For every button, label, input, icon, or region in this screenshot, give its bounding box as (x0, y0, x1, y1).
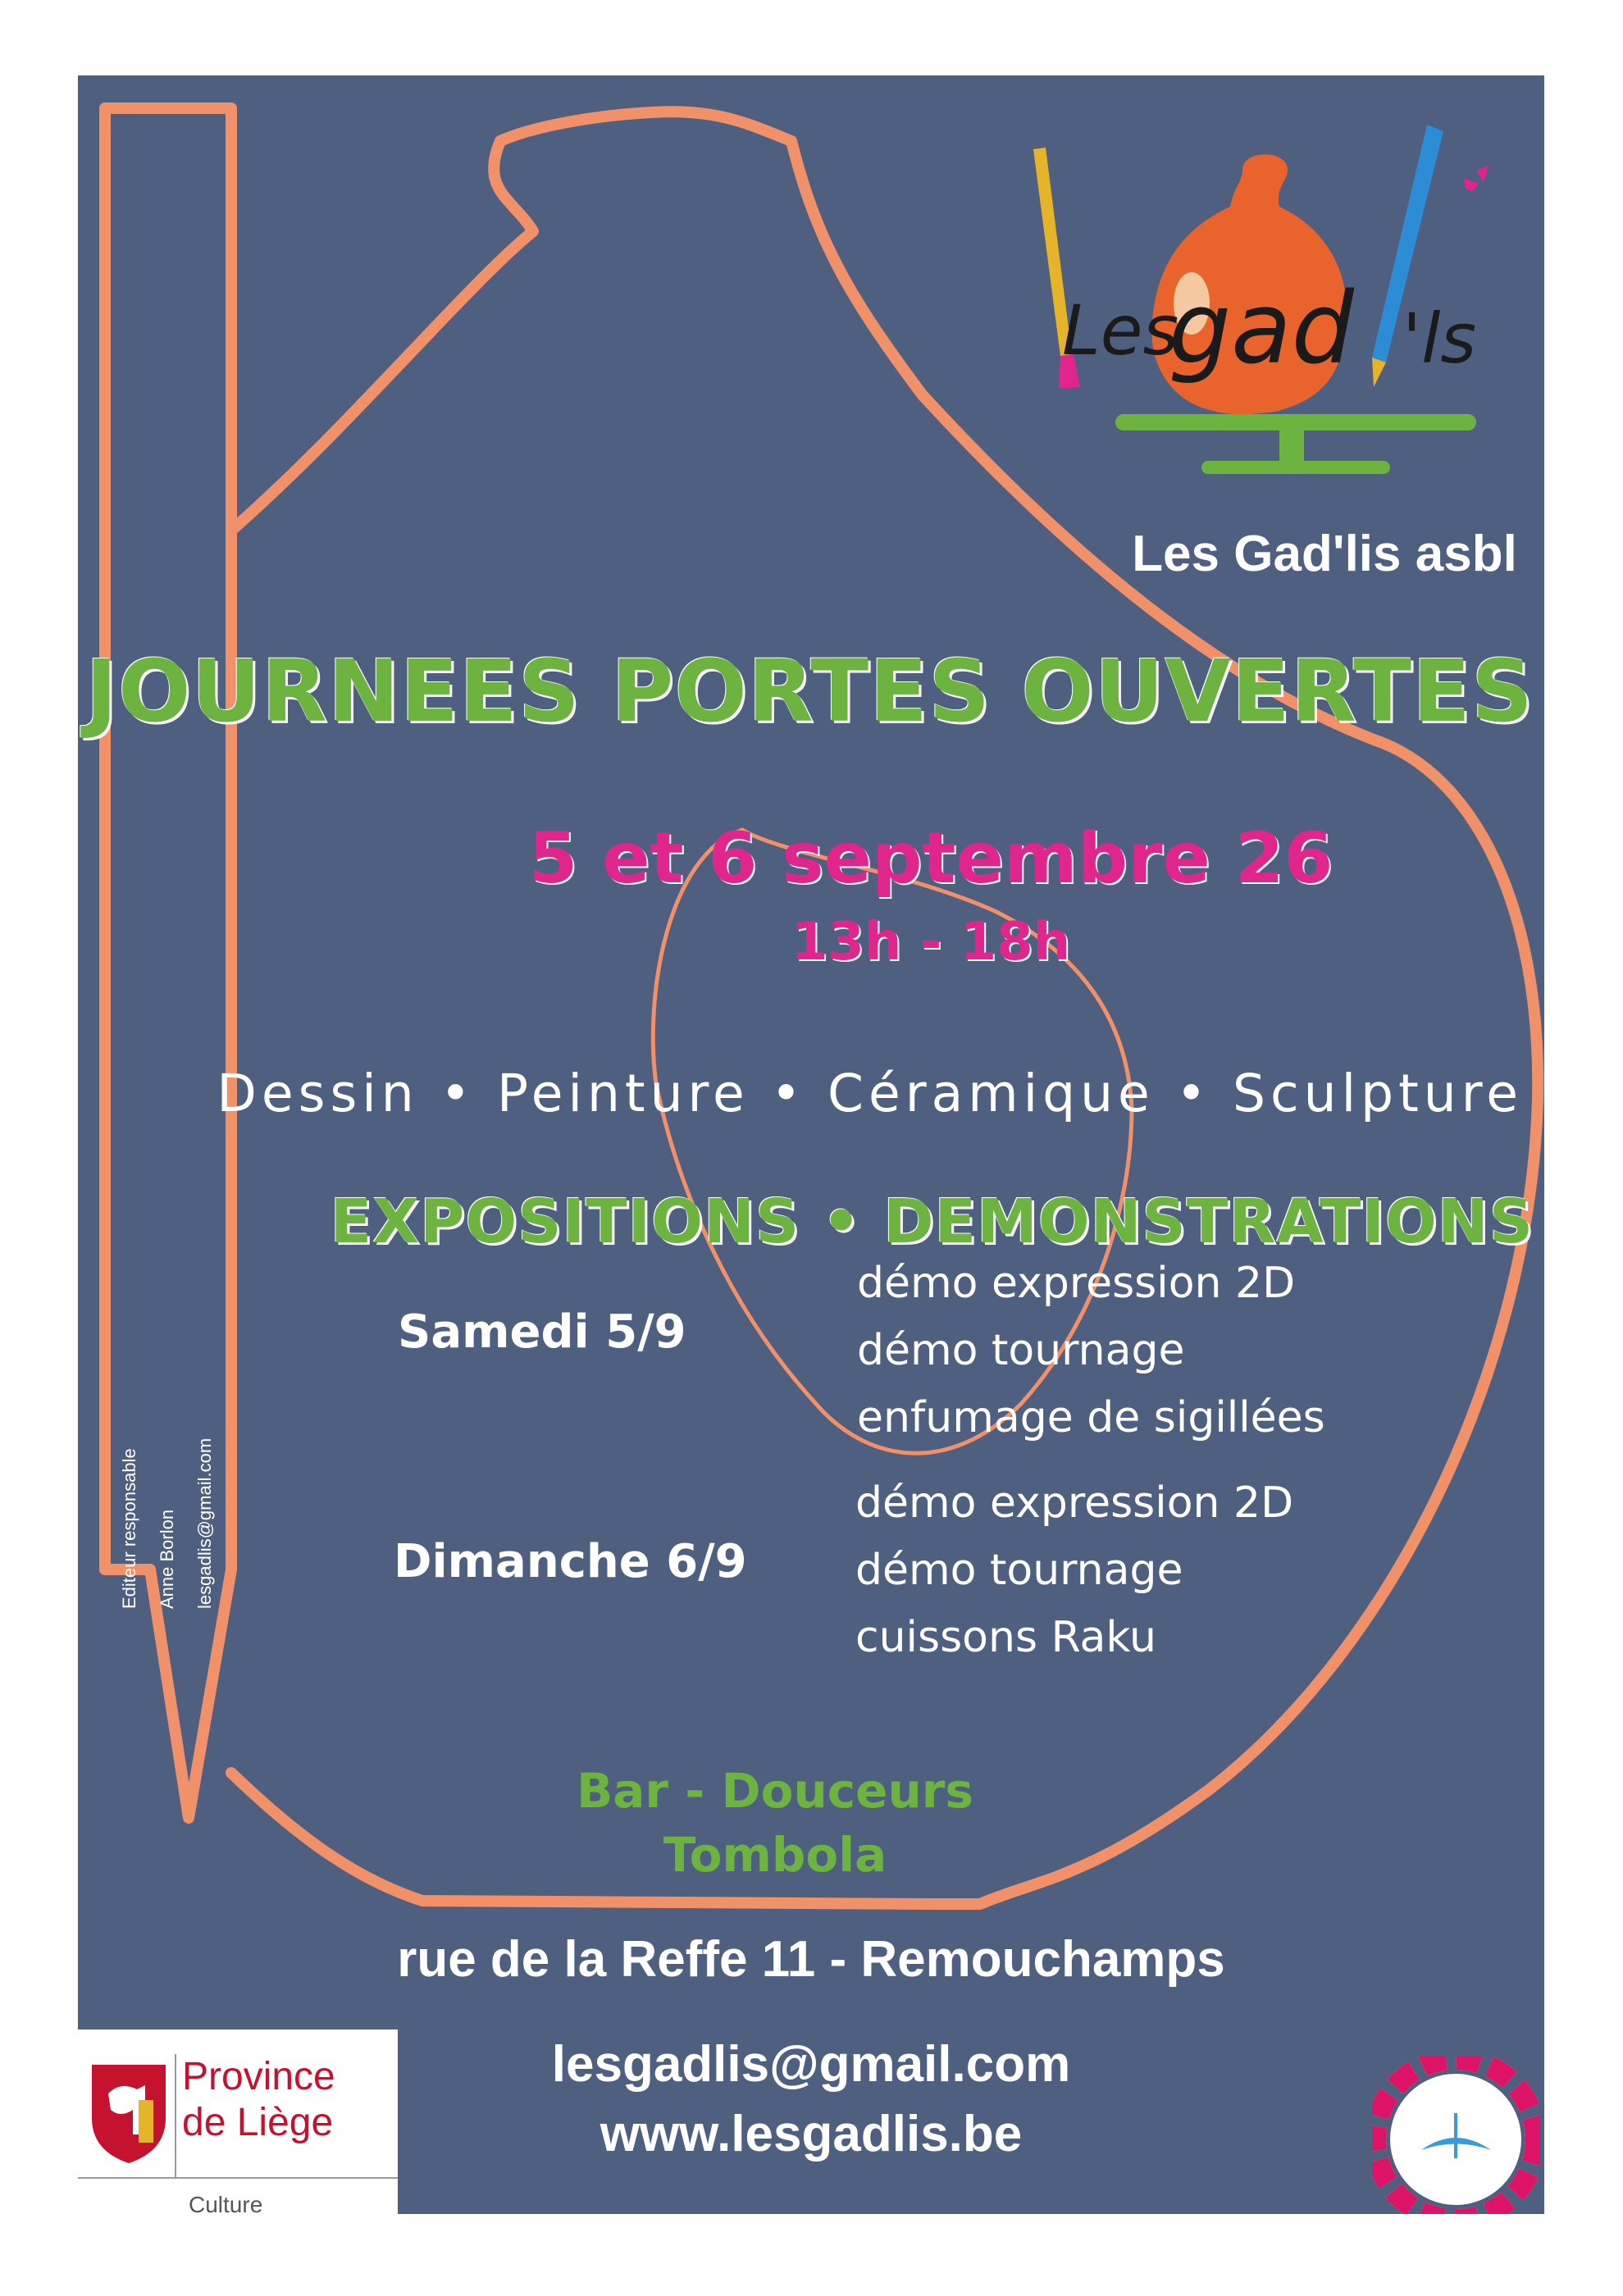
day-sunday: Dimanche 6/9 (394, 1535, 747, 1588)
extras-bar: Bar - Douceurs (577, 1763, 973, 1819)
editor-label: Editeur responsable (119, 1448, 139, 1609)
sdg-wheel-badge (1372, 2056, 1540, 2214)
pencil-point-icon (1372, 358, 1386, 387)
sponsor-name-line1: Province (182, 2055, 335, 2098)
activity-item: démo tournage (855, 1546, 1183, 1595)
activity-item: démo tournage (857, 1326, 1185, 1375)
activity-item: cuissons Raku (855, 1613, 1156, 1662)
highlights-line: EXPOSITIONS • DEMONSTRATIONS (330, 1187, 1534, 1257)
butterfly-icon (1464, 166, 1489, 192)
province-crest-icon (88, 2061, 170, 2167)
logo-word-les: Les (1062, 290, 1179, 371)
wheel-plate (1115, 414, 1476, 430)
activity-item: démo expression 2D (857, 1259, 1296, 1308)
extras-tombola: Tombola (663, 1827, 887, 1883)
day-saturday: Samedi 5/9 (398, 1305, 686, 1359)
sponsor-divider (175, 2054, 176, 2177)
sponsor-name-line2: de Liège (182, 2101, 334, 2144)
sponsor-name (182, 2054, 335, 2146)
editor-credits (111, 1438, 224, 1609)
poster-background (78, 75, 1544, 2214)
activity-item: enfumage de sigillées (857, 1393, 1325, 1442)
editor-name: Anne Borlon (157, 1509, 177, 1609)
event-hours: 13h - 18h (791, 912, 1071, 973)
contact-website[interactable]: www.lesgadlis.be (600, 2106, 1023, 2162)
organization-name: Les Gad'lis asbl (1132, 526, 1517, 582)
contact-email[interactable]: lesgadlis@gmail.com (551, 2036, 1071, 2093)
disciplines-line: Dessin • Peinture • Céramique • Sculpture (217, 1064, 1523, 1123)
event-dates: 5 et 6 septembre 26 (528, 818, 1334, 900)
logo-word-gad: gad (1169, 272, 1354, 386)
saturday-activities (857, 1250, 1325, 1451)
sponsor-department: Culture (189, 2192, 263, 2217)
sunday-activities (855, 1469, 1293, 1671)
wheel-stem (1279, 430, 1304, 463)
sponsor-logo (78, 2029, 398, 2230)
sponsor-rule (78, 2177, 398, 2179)
event-title: JOURNEES PORTES OUVERTES (85, 641, 1534, 741)
event-address: rue de la Reffe 11 - Remouchamps (397, 1931, 1225, 1988)
wheel-base (1201, 461, 1390, 474)
les-gadlis-logo (964, 92, 1544, 477)
editor-email: lesgadlis@gmail.com (194, 1437, 215, 1609)
activity-item: démo expression 2D (855, 1478, 1294, 1528)
logo-word-lis: 'ls (1402, 298, 1477, 379)
